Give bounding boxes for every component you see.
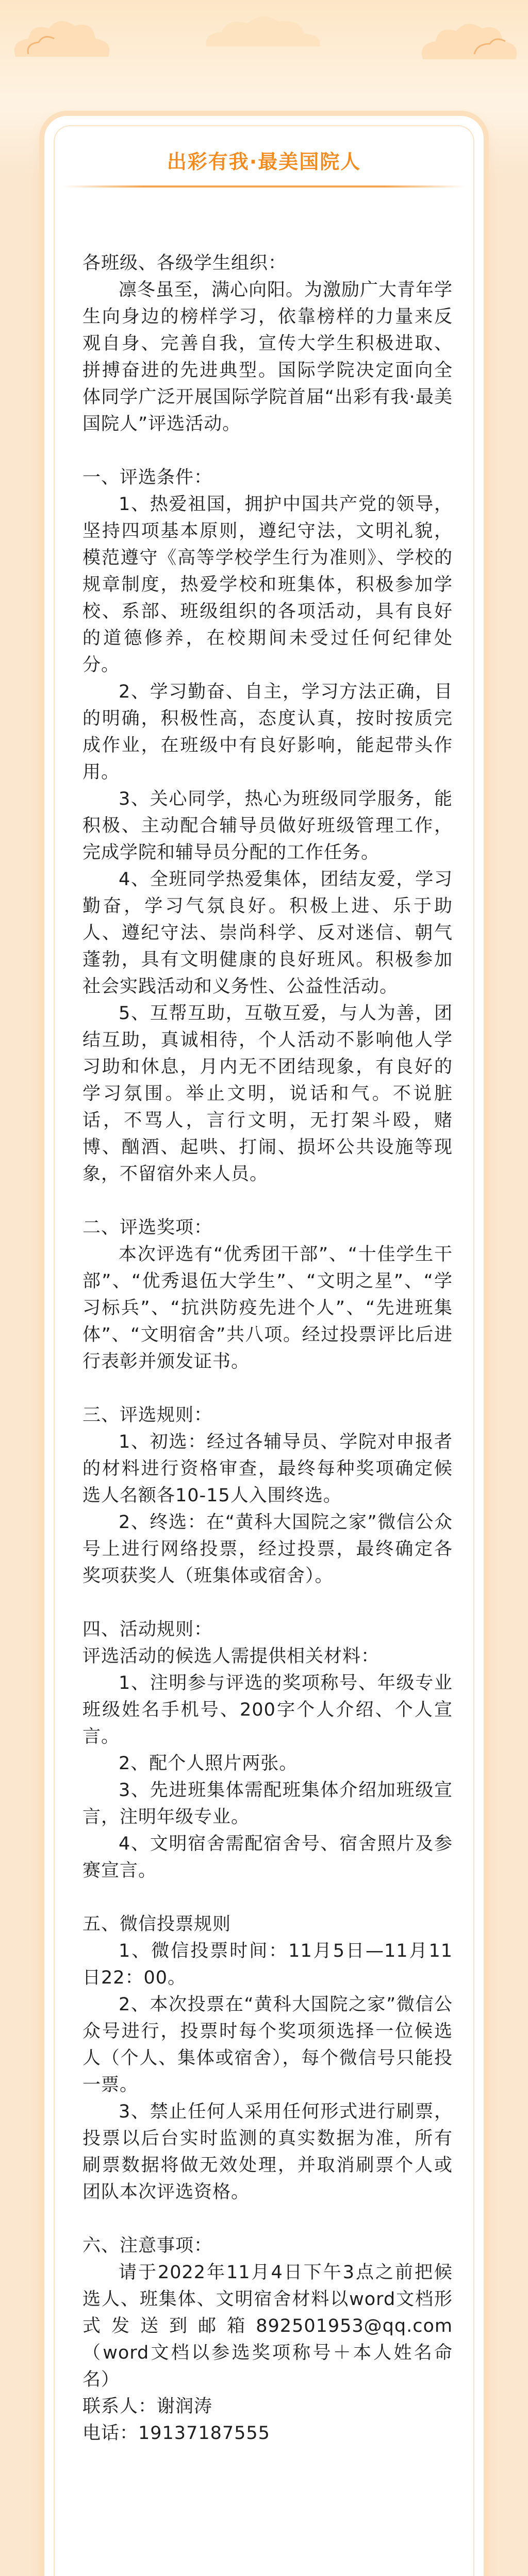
section-heading-activity: 四、活动规则：: [82, 1619, 213, 1640]
notice-body: [82, 250, 453, 2447]
title-underline: [63, 185, 465, 188]
section-heading-awards: 二、评选奖项：: [82, 1217, 213, 1238]
contact-phone: 电话：19137187555: [82, 2423, 270, 2444]
notes-paragraph: 请于2022年11月4日下午3点之前把候选人、班集体、文明宿舍材料以word文档形式发送到邮箱892501953@qq.com（word文档以参选奖项称号＋本人姓名命名）: [82, 2262, 453, 2390]
awards-paragraph: 本次评选有“优秀团干部”、“十佳学生干部”、“优秀退伍大学生”、“文明之星”、“学习标兵”、“抗洪防疫先进个人”、“先进班集体”、“文明宿舍”共八项。经过投票评比后进行表彰并颁发证书。: [82, 1244, 453, 1372]
contact-person: 联系人：谢润涛: [82, 2396, 213, 2417]
voting-item: 3、禁止任何人采用任何形式进行刷票，投票以后台实时监测的真实数据为准，所有刷票数据将做无效处理，并取消刷票个人或团队本次评选资格。: [82, 2102, 453, 2202]
section-heading-rules: 三、评选规则：: [82, 1405, 213, 1426]
cloud-decoration-left-icon: [5, 10, 119, 67]
criteria-item: 4、全班同学热爱集体，团结友爱，学习勤奋，学习气氛良好。积极上进、乐于助人、遵纪守法、崇尚科学、反对迷信、朝气蓬勃，具有文明健康的良好班风。积极参加社会实践活动和义务性、公益性活动。: [82, 869, 453, 997]
activity-item: 4、文明宿舍需配宿舍号、宿舍照片及参赛宣言。: [82, 1834, 453, 1881]
section-heading-voting: 五、微信投票规则: [82, 1914, 232, 1935]
salutation: 各班级、各级学生组织：: [82, 253, 287, 274]
activity-item: 2、配个人照片两张。: [119, 1753, 298, 1774]
intro-paragraph: 凛冬虽至，满心向阳。为激励广大青年学生向身边的榜样学习，依靠榜样的力量来反观自身、完善自我，宣传大学生积极进取、拼搏奋进的先进典型。国际学院决定面向全体同学广泛开展国际学院首届“出彩有我·最美国院人”评选活动。: [82, 280, 453, 434]
page-title: 出彩有我·最美国院人: [167, 150, 361, 173]
rules-item: 2、终选：在“黄科大国院之家”微信公众号上进行网络投票，经过投票，最终确定各奖项获奖人（班集体或宿舍）。: [82, 1512, 453, 1586]
criteria-item: 3、关心同学，热心为班级同学服务，能积极、主动配合辅导员做好班级管理工作，完成学院和辅导员分配的工作任务。: [82, 789, 453, 863]
cloud-decoration-right-icon: [412, 13, 526, 70]
activity-lead: 评选活动的候选人需提供相关材料：: [82, 1646, 380, 1667]
voting-item: 1、微信投票时间：11月5日—11月11日22：00。: [82, 1941, 453, 1988]
section-heading-criteria: 一、评选条件：: [82, 467, 213, 488]
criteria-item: 2、学习勤奋、自主，学习方法正确，目的明确，积极性高，态度认真，按时按质完成作业，在班级中有良好影响，能起带头作用。: [82, 682, 453, 783]
section-heading-notes: 六、注意事项：: [82, 2235, 213, 2256]
criteria-item: 5、互帮互助，互敬互爱，与人为善，团结互助，真诚相待，个人活动不影响他人学习助和休息，月内无不团结现象，有良好的学习氛围。举止文明，说话和气。不说脏话，不骂人，言行文明，无打架斗殴，赌博、酗酒、起哄、打闹、损坏公共设施等现象，不留宿外来人员。: [82, 1003, 453, 1184]
criteria-item: 1、热爱祖国，拥护中国共产党的领导，坚持四项基本原则，遵纪守法，文明礼貌，模范遵守《高等学校学生行为准则》、学校的规章制度，热爱学校和班集体，积极参加学校、系部、班级组织的各项活动，具有良好的道德修养，在校期间未受过任何纪律处分。: [82, 494, 453, 675]
title-banner: [44, 142, 484, 188]
notice-card: [44, 116, 484, 2576]
activity-item: 3、先进班集体需配班集体介绍加班级宣言，注明年级专业。: [82, 1780, 453, 1827]
rules-item: 1、初选：经过各辅导员、学院对申报者的材料进行资格审查，最终每种奖项确定候选人名额各10-15人入围终选。: [82, 1432, 453, 1506]
cloud-decoration-center-icon: [196, 5, 330, 52]
voting-item: 2、本次投票在“黄科大国院之家”微信公众号进行，投票时每个奖项须选择一位候选人（个人、集体或宿舍），每个微信号只能投一票。: [82, 1994, 453, 2095]
activity-item: 1、注明参与评选的奖项称号、年级专业班级姓名手机号、200字个人介绍、个人宣言。: [82, 1673, 453, 1747]
